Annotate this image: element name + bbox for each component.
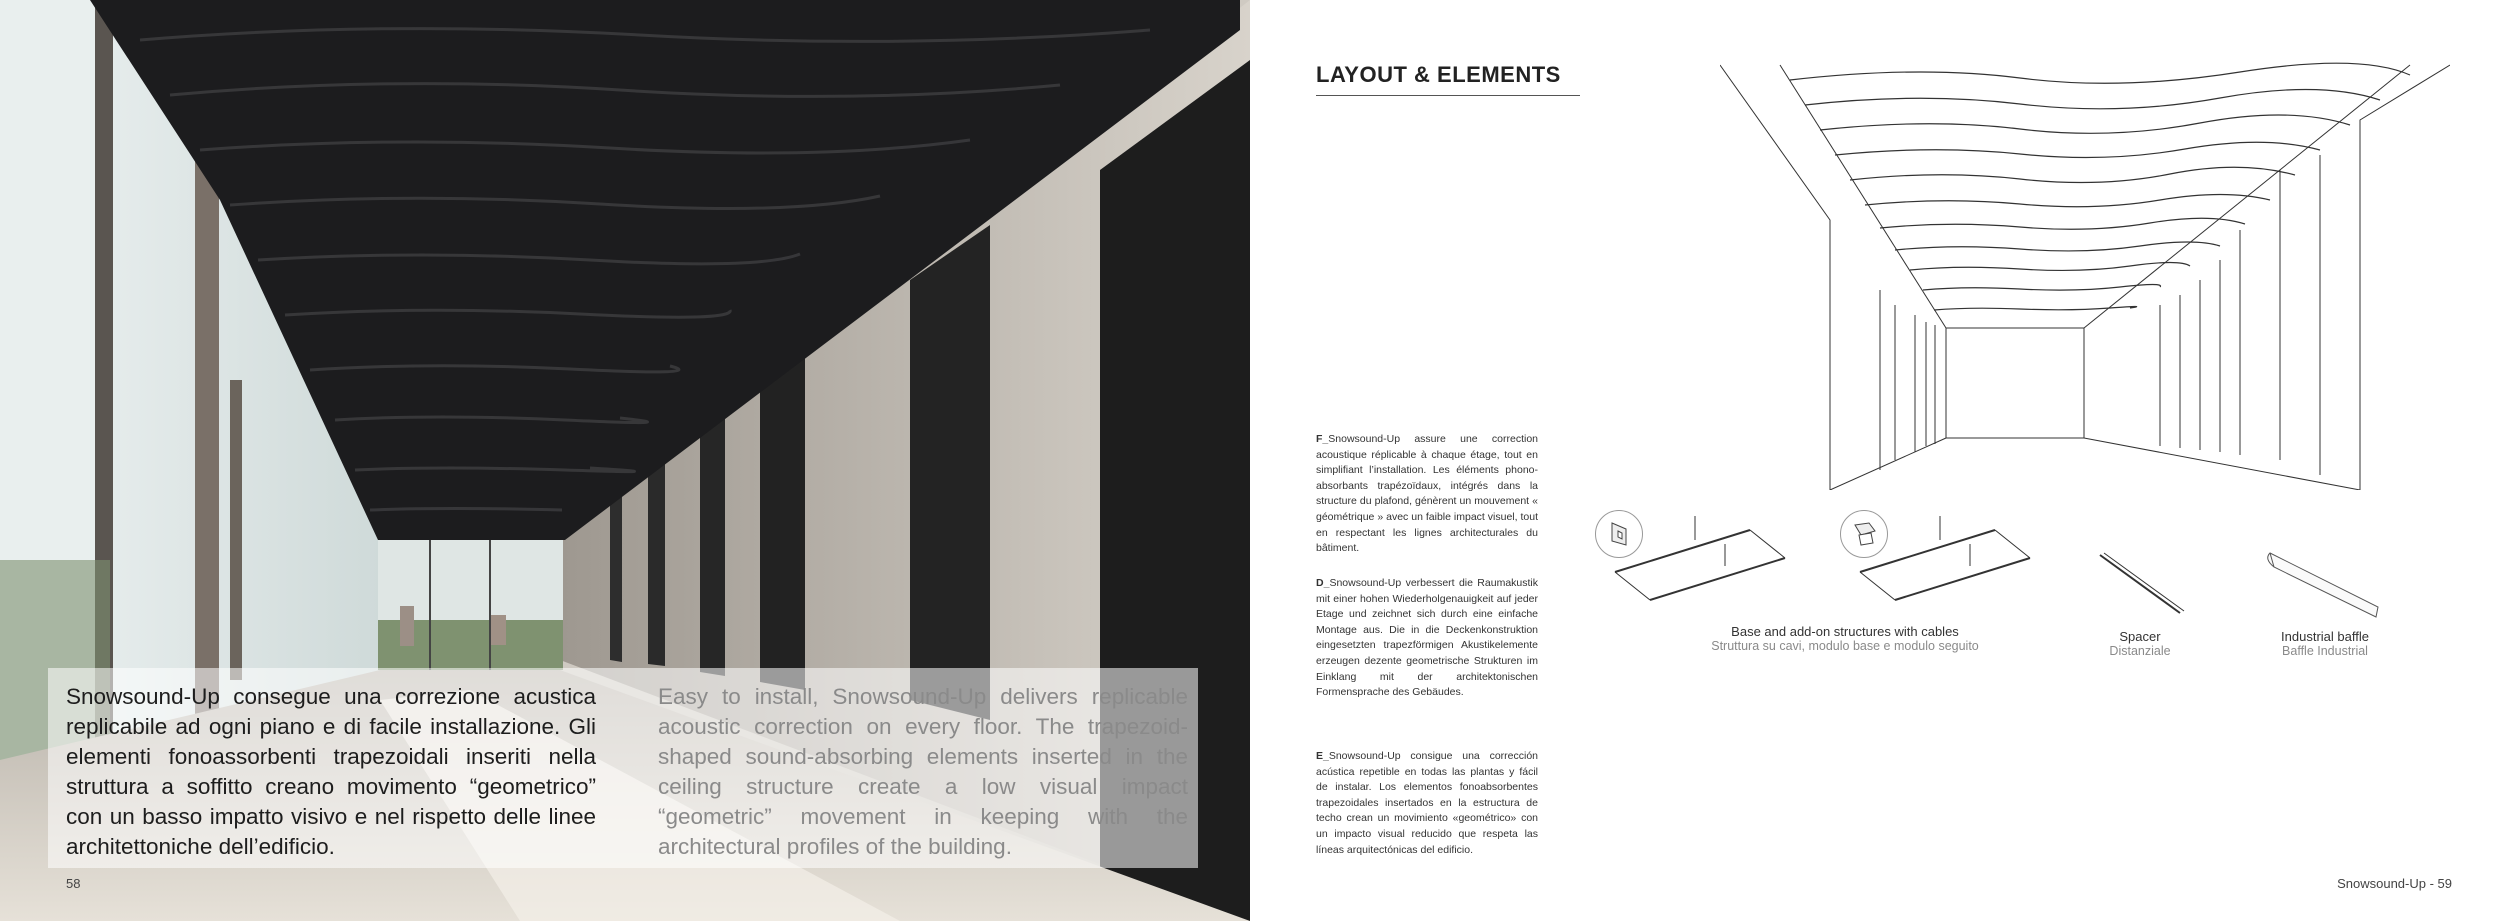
section-title: LAYOUT & ELEMENTS — [1316, 62, 1561, 87]
text-french-body: Snowsound-Up assure une correction acoustique réplicable à chaque étage, tout en simplifiant l’installation. Les éléments phono-absorbants trapézoïdaux, intégrés dans la structure du plafond, génèrent un mouvement « géométrique » avec un faible impact visuel, tout en respectant les lignes architecturales du bâtiment. — [1316, 433, 1538, 555]
text-spanish — [1316, 749, 1538, 858]
lang-code-german: D_ — [1316, 577, 1330, 589]
base-structure-label: Base and add-on structures with cables — [1731, 624, 1959, 639]
clamp-icon — [1841, 511, 1889, 559]
title-divider — [1316, 95, 1580, 96]
component-industrial-baffle — [2250, 545, 2400, 658]
spacer-drawing — [2080, 545, 2200, 625]
lang-code-french: F_ — [1316, 433, 1329, 445]
right-page — [1250, 0, 2500, 921]
page-footer-right: Snowsound-Up - 59 — [2337, 876, 2452, 891]
spacer-label: Spacer — [2119, 629, 2161, 644]
bracket-icon — [1596, 511, 1644, 559]
page-number-left: 58 — [66, 876, 81, 891]
text-german — [1316, 576, 1538, 701]
detail-icon-base — [1595, 510, 1643, 558]
component-spacer — [2080, 545, 2200, 658]
text-german-body: Snowsound-Up verbessert die Raumakustik mit einer hohen Wiederholgenauigkeit auf jeder Etage und zeichnet sich durch eine einfache Montage aus. Die in die Deckenkonstruktion eingesetzten trapezförmigen Akustikelemente erzeugen dezente geometrische Strukturen im Einklang mit der architektonischen Formensprache des Gebäudes. — [1316, 577, 1538, 699]
detail-icon-addon — [1840, 510, 1888, 558]
caption-english: Easy to install, Snowsound-Up delivers replicable acoustic correction on every floor. The trapezoid-shaped sound-absorbing elements inserted in the ceiling structure create a low visual impact “geometric” movement in keeping with the architectural profiles of the building. — [658, 684, 1188, 859]
baffle-drawing — [2250, 545, 2400, 625]
text-spanish-body: Snowsound-Up consigue una corrección acústica repetible en todas las plantas y fácil de instalar. Los elementos fonoabsorbentes trapezoidales insertados en la estructura de techo crean un movimiento «geométrico» con un impacto visual reducido que respeta las líneas arquitectónicas del edificio. — [1316, 750, 1538, 856]
baffle-sublabel: Baffle Industrial — [2282, 644, 2368, 658]
caption-italian: Snowsound-Up consegue una correzione acustica replicabile ad ogni piano e di facile installazione. Gli elementi fonoassorbenti trapezoidali inseriti nella struttura a soffitto creano movimento “geometrico” con un basso impatto visivo e nel rispetto delle linee architettoniche dell’edificio. — [66, 684, 596, 859]
spacer-sublabel: Distanziale — [2109, 644, 2171, 658]
component-base-structure — [1595, 510, 2095, 653]
base-structure-sublabel: Struttura su cavi, modulo base e modulo seguito — [1711, 639, 1979, 653]
corridor-line-drawing — [1720, 60, 2450, 490]
text-french — [1316, 432, 1538, 557]
lang-code-spanish: E_ — [1316, 750, 1329, 762]
baffle-label: Industrial baffle — [2281, 629, 2369, 644]
